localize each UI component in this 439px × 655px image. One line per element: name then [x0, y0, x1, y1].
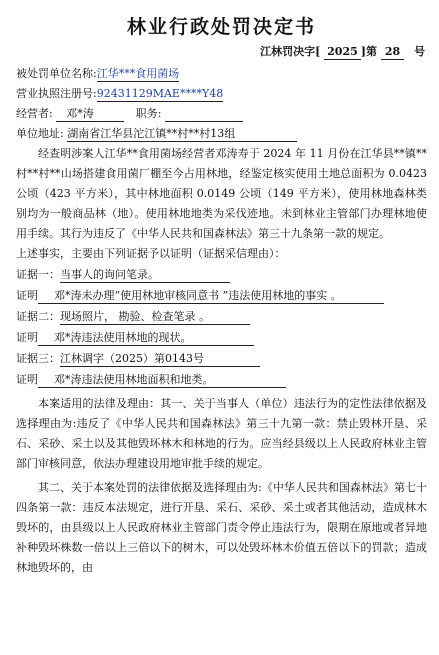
- license-value: 92431129MAE****Y48: [96, 87, 224, 100]
- unit-name-label: 被处罚单位名称:: [16, 67, 97, 80]
- evidence-2-row: [16, 306, 427, 327]
- evidence-1-proof-label: 证明: [16, 289, 38, 302]
- position-label: 职务:: [135, 107, 162, 120]
- evidence-2-proof-row: [16, 327, 427, 348]
- evidence-3-row: [16, 348, 427, 369]
- license-row: [16, 84, 427, 104]
- operator-row: [16, 104, 427, 124]
- doc-num: 28: [381, 44, 404, 60]
- evidence-2-proof-label: 证明: [16, 331, 38, 344]
- evidence-2-label: 证据二：: [16, 310, 60, 323]
- position-value: [165, 106, 243, 122]
- document-title: 林业行政处罚决定书: [126, 16, 316, 38]
- address-value: 湖南省江华县沱江镇**村**村13组: [67, 126, 297, 142]
- unit-name-value: 江华***食用菌场: [96, 67, 180, 80]
- evidence-1-proof-row: [16, 285, 427, 306]
- address-label: 单位地址:: [16, 127, 64, 140]
- facts-paragraph: 经查明涉案人江华**食用菌场经营者邓涛寿于 2024 年 11 月份在江华县**镇**村**村**山场搭建食用菌厂棚至今占用林地，经鉴定核实使用土地总面积为 0.0423 公顷（423 平方米），其中林地面积 0.0149 公顷（149 平方米），使用林地森林类别均为一般商品林（地）。使用林地地类为采伐迹地。未到林业主管部门办理林地使用手续。其行为违反了《中华人民共和国森林法》第三十九条第一款的规定。: [16, 147, 427, 240]
- doc-no-mid: ]第: [360, 45, 377, 58]
- operator-label: 经营者:: [16, 107, 53, 120]
- evidence-1-value: 当事人的询问笔录。: [60, 267, 230, 283]
- evidence-1-label: 证据一：: [16, 268, 60, 281]
- unit-name-row: [16, 64, 427, 84]
- doc-year: 2025: [324, 44, 361, 60]
- doc-no-suffix: 号: [414, 45, 425, 58]
- evidence-2-proof-value: 邓*涛违法使用林地的现状。: [38, 330, 254, 346]
- evidence-3-proof-label: 证明: [16, 373, 38, 386]
- evidence-3-proof-row: [16, 369, 427, 390]
- evidence-3-proof-value: 邓*涛违法使用林地面积和地类。: [38, 372, 286, 388]
- evidence-3-label: 证据三：: [16, 352, 60, 365]
- evidence-intro: 上述事实，主要由下列证据予以证明（证据采信理由）：: [16, 247, 286, 260]
- license-label: 营业执照注册号:: [16, 87, 97, 100]
- doc-no-prefix: 江林罚决字[: [260, 45, 321, 58]
- penalty-basis-paragraph: 其二、关于本案处罚的法律依据及选择理由为:《中华人民共和国森林法》第七十四条第一款：违反本法规定，进行开垦、采石、采砂、采土或者其他活动，造成林木毁坏的，由县级以上人民政府林业主管部门责令停止违法行为，限期在原地或者异地补种毁坏株数一倍以上三倍以下的树木，可以处毁坏林木价值五倍以下的罚款；造成林地毁坏的，由: [16, 481, 427, 574]
- evidence-1-proof-value: 邓*涛未办理“使用林地审核同意书 ”违法使用林地的事实 。: [38, 288, 384, 304]
- address-row: [16, 124, 427, 144]
- document-number: [16, 44, 427, 60]
- evidence-1-row: [16, 264, 427, 285]
- evidence-3-value: 江林调字（2025）第0143号: [60, 351, 260, 367]
- operator-value: 邓*涛: [56, 106, 124, 122]
- evidence-2-value: 现场照片， 勘验、检查笔录 。: [60, 309, 250, 325]
- law-basis-paragraph: 本案适用的法律及理由：其一、关于当事人（单位）违法行为的定性法律依据及选择理由为:违反了《中华人民共和国森林法》第三十九第一款：禁止毁林开垦、采石、采砂、采土以及其他毁坏林木和林地的行为。应当经县级以上人民政府林业主管部门审核同意，依法办理建设用地审批手续的规定。: [16, 397, 427, 470]
